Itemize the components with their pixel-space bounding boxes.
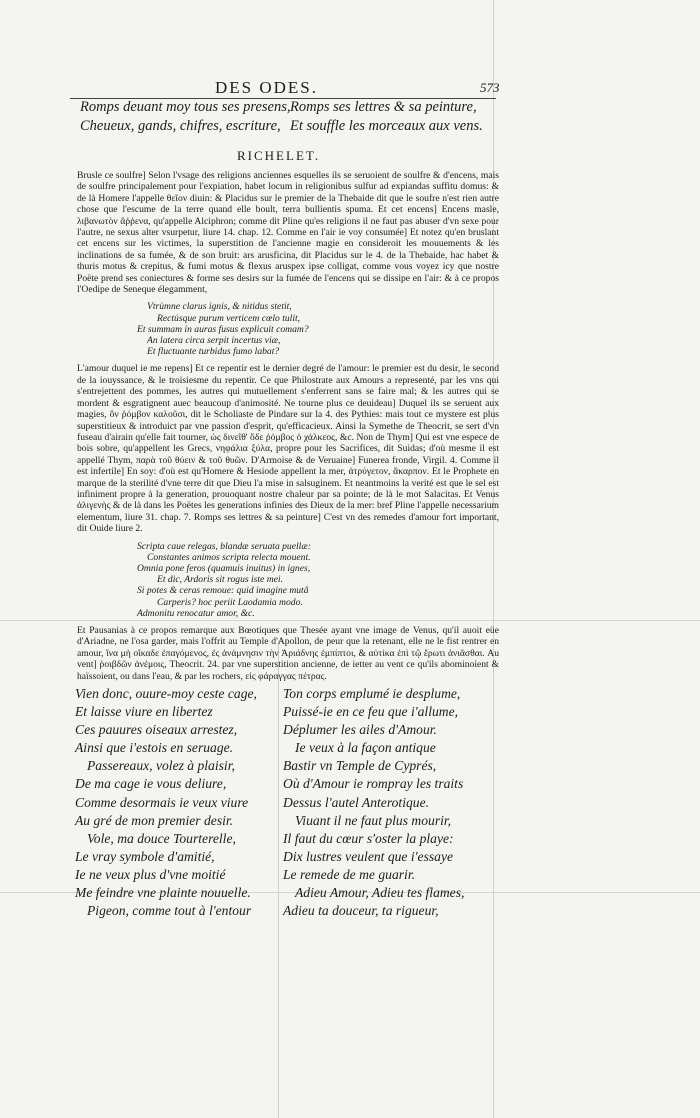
running-title: DES ODES. bbox=[215, 78, 319, 97]
commentary-paragraph: Brusle ce soulfre] Selon l'vsage des religions anciennes esquelles ils se seruoient de soulfre & d'encens, mais de soulfre principalement pour l'expiation, habet locum in religionibus sulfur ad expiandas suffitu domus: & de là Homere l'appelle θεῖον diuin: & Placidus sur le premier de la Thebaide dit que le soufre n'est rien autre chose que l'escume de la terre quand elle boult, terra bullientis spuma. Et cet encens] Encens masle, λιβανωτὸν ἄῤῥενα, qu'appelle Alciphron; comme dit Pline qu'es religions il ne faut pas abuser d'vn sexe pour l'autre, ne sexus alter vsurpetur, liure 14. chap. 12. Comme en l'air ie voy consumée] Et notez qu'en bruslant cet encens sur les victimes, la superstition de l'ancienne magie en consideroit les mouuements & les inclinations de sa fumée, & de son bruit: ars arusficina, dit Placidus sur le 4. de la Thebaide, hac habet & thuris motus & crepitus, & fumi motus & flexus aruspex ipse colligat, comme vous voyez icy que nostre Poëte prend ses coniectures & forme ses desirs sur la fumée de l'encens qui se dissipe en l'air: & à ce propos l'Oedipe de Seneque élegamment, bbox=[77, 170, 499, 296]
citation-line: Carperis? hoc periit Laodamia modo. bbox=[157, 596, 303, 608]
latin-citation bbox=[137, 301, 499, 357]
poem-line: Adieu ta douceur, ta rigueur, bbox=[283, 903, 439, 919]
poem-line: Et laisse viure en libertez bbox=[75, 704, 213, 720]
citation-line: Constantes animos scripta relecta mouent. bbox=[147, 551, 311, 563]
verse-line: Et souffle les morceaux aux vens. bbox=[290, 118, 483, 134]
fold-line bbox=[278, 640, 279, 1118]
poem-line: Dessus l'autel Anterotique. bbox=[283, 794, 430, 810]
citation-line: Scripta caue relegas, blandæ seruata puellæ: bbox=[137, 540, 311, 552]
poem-line: Ie veux à la façon antique bbox=[295, 740, 436, 756]
citation-line: Et fluctuante turbidus fumo labat? bbox=[147, 346, 280, 358]
citation-line: An latera circa serpit incertus viæ, bbox=[147, 335, 281, 347]
poem-line: Vien donc, ouure-moy ceste cage, bbox=[75, 686, 257, 701]
poem-line: Bastir vn Temple de Cyprés, bbox=[283, 758, 437, 774]
latin-citation bbox=[137, 541, 499, 619]
verse-line: Cheueux, gands, chifres, escriture, bbox=[80, 118, 281, 134]
commentary-paragraph: L'amour duquel ie me repens] Et ce repentir est le dernier degré de l'amour: le premier est du desir, le second de la iouyssance, & le troisiesme du repentir. Ce que Philostrate aux Amours a representé, par les vns qui s'entrejettent des pommes, les autres qui mutuellement s'enferrent sans se faire mal; & les autres qui se mordent & esgratignent auec beaucoup d'animosité. Ne tourne plus ce deuideau] Duquel ils se seruent aux magies, ὃν ῥόμβον καλοῦσι, dit le Scholiaste de Pindare sur la 4. des Pythies: mais tout ce mystere est plus superstitieux & introduict par vne passion d'esprit, qu'efficacieux. Ainsi la Symethe de Theocrit, se sert d'vn fuseau d'airain qu'elle fait tourner, ὡς δινεῖθ' ὅδε ῥόμβος ὁ χάλκεος, &c. Non de Thym] Qui est vne espece de bois sobre, qu'appellent les Grecs, νηφάλια ξύλα, propre pour les Sacrifices, dit Suidas; d'où mesme il est appellé Thym, παρὰ τοῦ θύειν & τοῦ θυῶν. D'Armoise & de Veruaine] Funerea fronde, Virgil. 4. Comme il est infertile] En soy: d'où est qu'Homere & Hesiode appellent la mer, ἀτρύγετον, ἄκαρπον. Et le Prophete en marque de la sterilité d'vne terre dit que Dieu l'a mise in salsuginem. Et neantmoins la verité est que le sel est infiniment propre à la generation, prouoquant nostre chaleur par sa pointe; de là le mot Salacitas. Et Venus ἁλιγενὴς & de là dans les Poëtes les generations infinies des Dieux de la mer: bref Pline l'appelle necessarium elementum, liure 31. chap. 7. Romps ses lettres & sa peinture] C'est vn des remedes d'amour fort important, dit Ouide liure 2. bbox=[77, 363, 499, 535]
commentary-paragraph: Et Pausanias à ce propos remarque aux Bœotiques que Thesée ayant vne image de Venus, qu'il auoit eüe d'Ariadne, ne l'osa garder, mais l'offrit au Temple d'Apollon, de peur que la retenant, elle ne le fist rentrer en amour, ἵνα μὴ οἴκαδε ἐπαγόμενος, ἐς ἀνάμνησιν τὴν Ἀριάδνης ἐμπίπτοι, & αὐτίκα ἐπὶ τῷ ἔρωτι ἀνιᾶσθαι. Au vent] ῥοιβδῶν ἀνέμοις, Theocrit. 24. par vne superstition ancienne, de ietter au vent ce qu'ils abominoient & haïssoient, ou dans l'eau, & par les rochers, εἰς φάραγγας πέτρας. bbox=[77, 625, 499, 682]
poem-line: Au gré de mon premier desir. bbox=[75, 812, 234, 828]
poem-line: De ma cage ie vous deliure, bbox=[75, 776, 227, 792]
poem-line: Déplumer les ailes d'Amour. bbox=[283, 722, 437, 738]
top-verse-left bbox=[80, 98, 291, 136]
poem-line: Le remede de me guarir. bbox=[283, 866, 416, 882]
citation-line: Vtrùmne clarus ignis, & nitidus stetit, bbox=[147, 301, 292, 313]
poem-line: Pigeon, comme tout à l'entour bbox=[87, 903, 252, 919]
poem-line: Ainsi que i'estois en seruage. bbox=[75, 740, 234, 756]
poem-line: Me feindre vne plainte nouuelle. bbox=[75, 885, 251, 901]
poem-line: Viuant il ne faut plus mourir, bbox=[295, 812, 452, 828]
top-verse-right bbox=[290, 98, 483, 136]
section-heading: RICHELET. bbox=[237, 148, 321, 163]
citation-line: Admonitu renocatur amor, &c. bbox=[137, 607, 255, 619]
poem-line: Il faut du cœur s'oster la playe: bbox=[283, 830, 454, 846]
poem-left-column bbox=[75, 685, 257, 920]
poem-line: Comme desormais ie veux viure bbox=[75, 794, 249, 810]
citation-line: Et summam in auras fusus explicuit comam? bbox=[137, 323, 309, 335]
commentary bbox=[77, 170, 499, 682]
poem-line: Dix lustres veulent que i'essaye bbox=[283, 848, 454, 864]
citation-line: Rectúsque purum verticem cœlo tulit, bbox=[157, 312, 301, 324]
poem-line: Adieu Amour, Adieu tes flames, bbox=[295, 885, 465, 901]
citation-line: Et dic, Ardoris sit rogus iste mei. bbox=[157, 574, 283, 586]
poem-line: Ie ne veux plus d'vne moitié bbox=[75, 866, 226, 882]
verse-line: Romps ses lettres & sa peinture, bbox=[290, 99, 477, 115]
poem-line: Ces pauures oiseaux arrestez, bbox=[75, 722, 238, 738]
poem-line: Où d'Amour ie rompray les traits bbox=[283, 776, 464, 792]
citation-line: Si potes & ceras remoue: quid imagine mutâ bbox=[137, 585, 309, 597]
poem-line: Passereaux, volez à plaisir, bbox=[87, 758, 235, 774]
poem-line: Ton corps emplumé ie desplume, bbox=[283, 686, 461, 701]
page-number: 573 bbox=[480, 80, 500, 95]
poem-line: Le vray symbole d'amitié, bbox=[75, 848, 215, 864]
poem-right-column bbox=[283, 685, 464, 920]
poem-line: Puissé-ie en ce feu que i'allume, bbox=[283, 704, 459, 720]
poem-line: Vole, ma douce Tourterelle, bbox=[87, 830, 236, 846]
citation-line: Omnia pone feros (quamuis inuitus) in ignes, bbox=[137, 562, 311, 574]
verse-line: Romps deuant moy tous ses presens, bbox=[80, 99, 291, 115]
